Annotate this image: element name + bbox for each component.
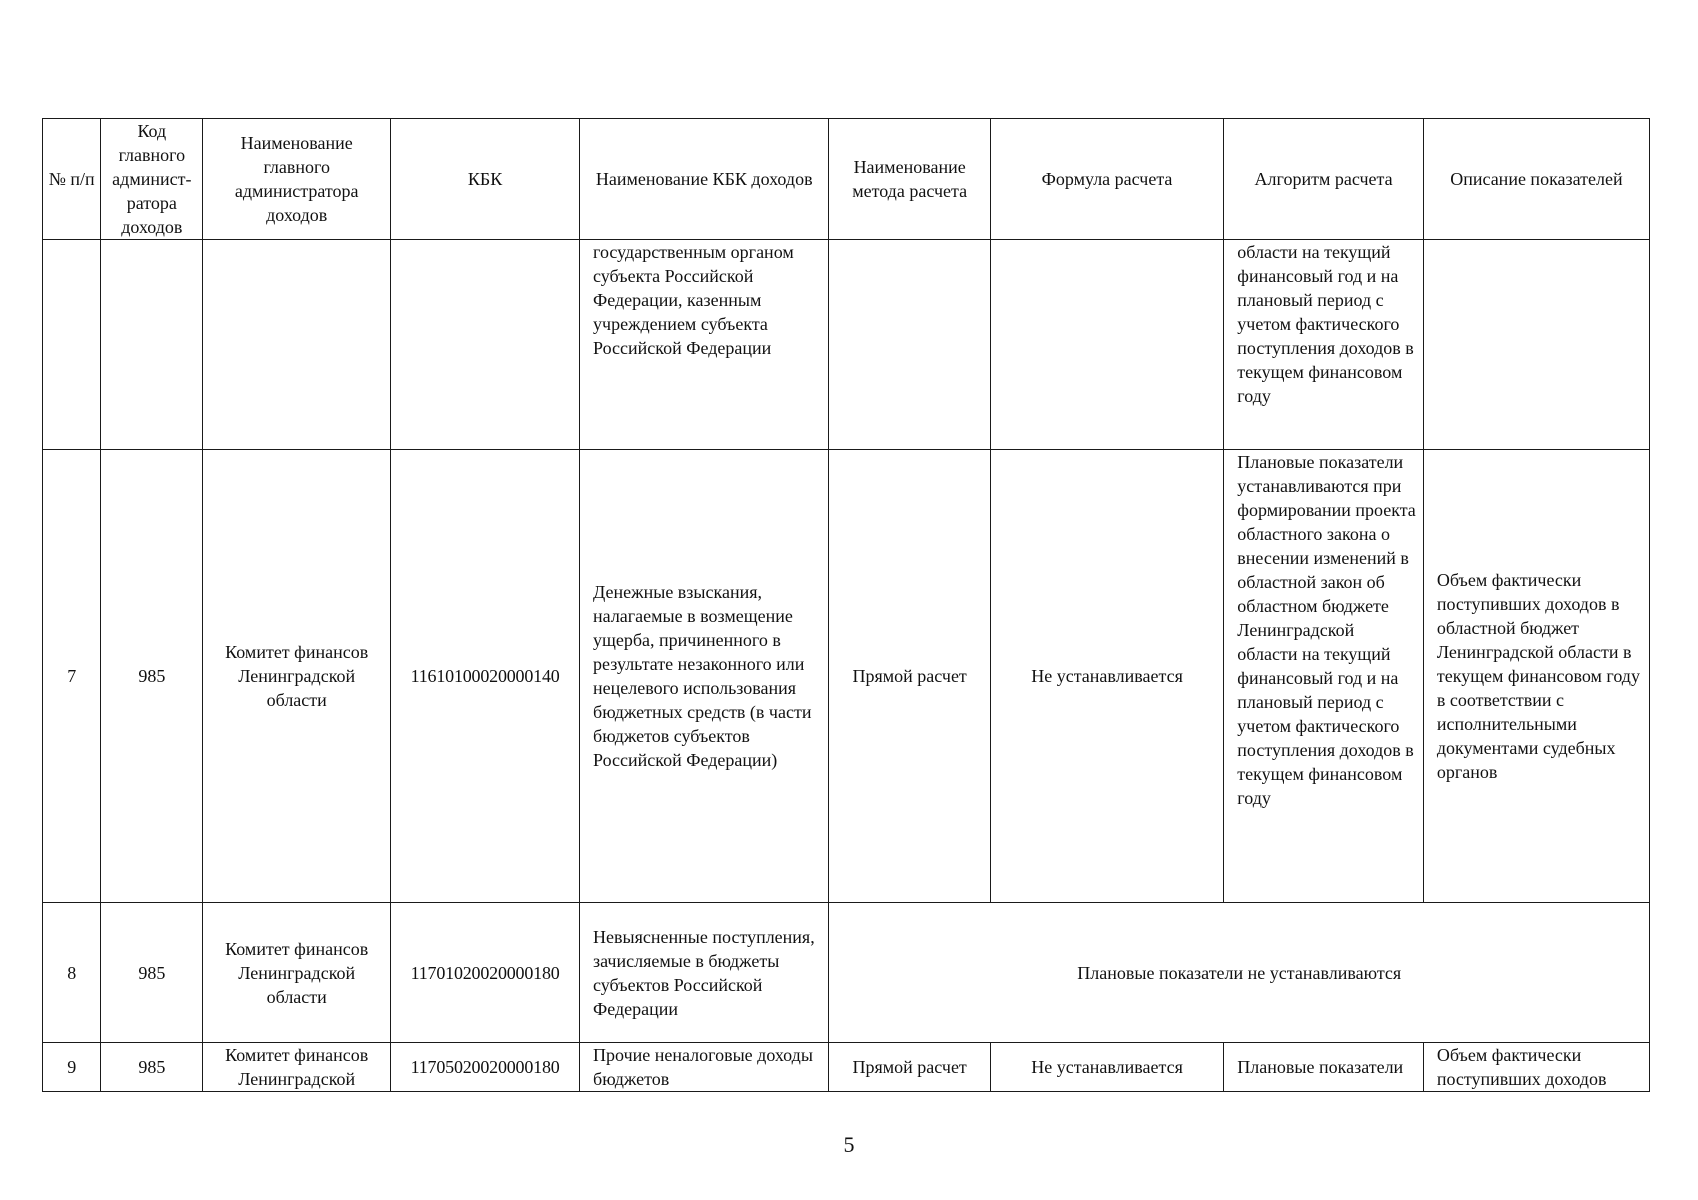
cell-empty [203, 240, 391, 450]
cell-formula: Не устанавливается [990, 450, 1224, 903]
cell-formula: Не устанавливается [990, 1043, 1224, 1092]
cell-admin-code: 985 [101, 1043, 203, 1092]
cell-kbk-name: государственным органом субъекта Российской Федерации, казенным учреждением субъекта Российской Федерации [580, 240, 829, 450]
header-row [43, 119, 1650, 240]
cell-empty [101, 240, 203, 450]
header-algorithm: Алгоритм расчета [1224, 119, 1424, 240]
cell-empty [391, 240, 580, 450]
header-description: Описание показателей [1423, 119, 1649, 240]
header-formula: Формула расчета [990, 119, 1224, 240]
header-kbk: КБК [391, 119, 580, 240]
header-num: № п/п [43, 119, 101, 240]
cell-description: Объем фактически поступивших доходов [1423, 1043, 1649, 1092]
cell-admin-name: Комитет финансов Ленинградской области [203, 903, 391, 1043]
cell-num: 7 [43, 450, 101, 903]
header-method: Наименование метода расчета [829, 119, 990, 240]
cell-description: Объем фактически поступивших доходов в областной бюджет Ленинградской области в текущем финансовом году в соответствии с исполнительными документами судебных органов [1423, 450, 1649, 903]
header-admin-name: Наименование главного администратора доходов [203, 119, 391, 240]
cell-kbk: 11610100020000140 [391, 450, 580, 903]
cell-kbk: 11701020020000180 [391, 903, 580, 1043]
header-kbk-name: Наименование КБК доходов [580, 119, 829, 240]
table-row-9 [43, 1043, 1650, 1092]
cell-admin-code: 985 [101, 903, 203, 1043]
revenue-methods-table [42, 118, 1650, 1092]
cell-kbk-name: Денежные взыскания, налагаемые в возмещение ущерба, причиненного в результате незаконного или нецелевого использования бюджетных средств (в части бюджетов субъектов Российской Федерации) [580, 450, 829, 903]
cell-admin-code: 985 [101, 450, 203, 903]
cell-kbk-name: Прочие неналоговые доходы бюджетов [580, 1043, 829, 1092]
cell-empty [1423, 240, 1649, 450]
cell-admin-name: Комитет финансов Ленинградской области [203, 450, 391, 903]
cell-admin-name: Комитет финансов Ленинградской [203, 1043, 391, 1092]
table-row-8 [43, 903, 1650, 1043]
cell-algorithm: Плановые показатели устанавливаются при формировании проекта областного закона о внесении изменений в областной закон об областном бюджете Ленинградской области на текущий финансовый год и на плановый период с учетом фактического поступления доходов в текущем финансовом году [1224, 450, 1424, 903]
cell-method: Прямой расчет [829, 1043, 990, 1092]
cell-num: 9 [43, 1043, 101, 1092]
table-row-7 [43, 450, 1650, 903]
cell-merged-note: Плановые показатели не устанавливаются [829, 903, 1650, 1043]
header-admin-code: Код главного админист-ратора доходов [101, 119, 203, 240]
cell-empty [990, 240, 1224, 450]
cell-method: Прямой расчет [829, 450, 990, 903]
cell-algorithm: области на текущий финансовый год и на плановый период с учетом фактического поступления доходов в текущем финансовом году [1224, 240, 1424, 450]
cell-empty [43, 240, 101, 450]
cell-kbk-name: Невыясненные поступления, зачисляемые в бюджеты субъектов Российской Федерации [580, 903, 829, 1043]
cell-kbk: 11705020020000180 [391, 1043, 580, 1092]
table-row-continuation [43, 240, 1650, 450]
cell-algorithm: Плановые показатели [1224, 1043, 1424, 1092]
cell-num: 8 [43, 903, 101, 1043]
cell-empty [829, 240, 990, 450]
page-number: 5 [843, 1132, 855, 1157]
